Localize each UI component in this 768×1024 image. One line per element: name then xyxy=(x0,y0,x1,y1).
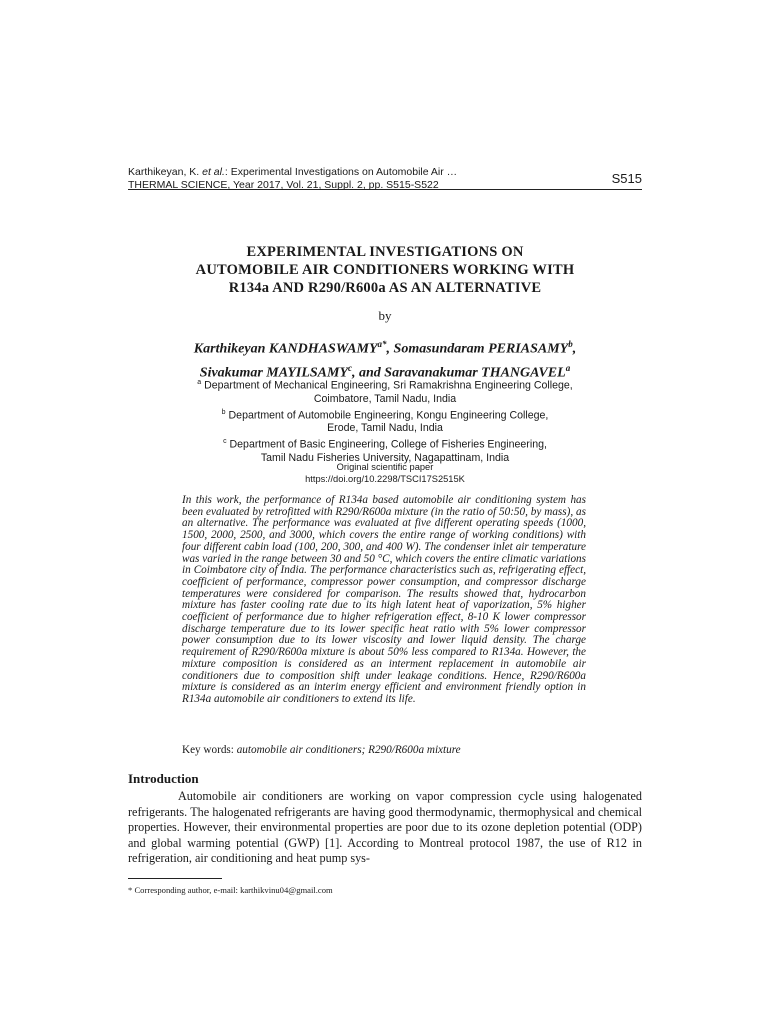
affiliation-location: Tamil Nadu Fisheries University, Nagapattinam, India xyxy=(260,451,510,464)
author-affiliation-mark: c xyxy=(348,362,352,373)
author-separator: , xyxy=(572,341,577,357)
title-line-2: AUTOMOBILE AIR CONDITIONERS WORKING WITH xyxy=(195,262,575,278)
affiliation-location: Coimbatore, Tamil Nadu, India xyxy=(313,392,457,405)
paper-title xyxy=(128,243,642,297)
title-line-1: EXPERIMENTAL INVESTIGATIONS ON xyxy=(246,244,524,260)
author-name: Somasundaram PERIASAMY xyxy=(393,341,569,357)
affiliation-mark: c xyxy=(223,438,227,446)
affiliation-text: Department of Mechanical Engineering, Sri Ramakrishna Engineering College, xyxy=(204,379,573,392)
author-separator: , and xyxy=(352,365,385,381)
affiliation-mark: b xyxy=(221,408,226,416)
keywords-label: Key words: xyxy=(182,744,237,756)
running-head xyxy=(128,166,642,191)
affiliation-c xyxy=(128,435,642,452)
affiliation-b xyxy=(128,406,642,423)
affiliation-location: Erode, Tamil Nadu, India xyxy=(327,422,443,435)
affiliation-text: Department of Basic Engineering, College of Fisheries Engineering, xyxy=(229,438,547,451)
footnote: * Corresponding author, e-mail: karthikvinu04@gmail.com xyxy=(128,885,333,895)
running-head-author: Karthikeyan, K. xyxy=(128,166,200,178)
running-head-short-title: : Experimental Investigations on Automobile Air … xyxy=(224,166,458,178)
page-number: S515 xyxy=(611,171,642,186)
author-line-1 xyxy=(128,335,642,359)
running-head-etal: et al. xyxy=(202,166,225,178)
author-affiliation-mark: b xyxy=(568,339,573,349)
header-rule xyxy=(128,189,642,190)
keywords-values: automobile air conditioners; R290/R600a mixture xyxy=(236,744,461,756)
introduction-paragraph: Automobile air conditioners are working on vapor compression cycle using halogenated refrigerants. The halogenated refrigerants are having good thermodynamic, thermophysical and chemical properties. However, their environmental properties are poor due to its ozone depletion potential (ODP) and global warming potential (GWP) [1]. According to Montreal protocol 1987, the use of R12 in refrigeration, air conditioning and heat pump sys- xyxy=(128,789,642,865)
footnote-rule xyxy=(128,878,222,879)
author-name: Karthikeyan KANDHASWAMY xyxy=(193,341,378,357)
author-affiliation-mark: a* xyxy=(377,339,387,349)
paper-classification xyxy=(128,461,642,485)
section-heading-introduction: Introduction xyxy=(128,771,199,786)
running-head-line2: THERMAL SCIENCE, Year 2017, Vol. 21, Suppl. 2, pp. S515-S522 xyxy=(128,178,439,191)
keywords xyxy=(182,744,586,756)
by-label: by xyxy=(378,308,392,323)
affiliation-text: Department of Automobile Engineering, Kongu Engineering College, xyxy=(228,409,549,422)
author-separator: , xyxy=(386,341,394,357)
title-line-3: R134a AND R290/R600a AS AN ALTERNATIVE xyxy=(228,280,542,296)
affiliations xyxy=(128,376,642,465)
author-affiliation-mark: a xyxy=(565,362,571,373)
running-head-line1 xyxy=(128,166,642,179)
author-name: Sivakumar MAYILSAMY xyxy=(199,365,348,381)
affiliation-a xyxy=(128,376,642,393)
author-name: Saravanakumar THANGAVEL xyxy=(384,365,566,381)
doi-link[interactable]: https://doi.org/10.2298/TSCI17S2515K xyxy=(305,474,465,484)
paper-type-label: Original scientific paper xyxy=(336,462,434,472)
affiliation-mark: a xyxy=(197,379,202,386)
abstract: In this work, the performance of R134a based automobile air conditioning system has been evaluated by retrofitted with R290/R600a mixture (in the ratio of 50:50, by mass), as an alternative. The performance was evaluated at five different operating speeds (1000, 1500, 2000, 2500, and 3000, which covers the entire range of working conditions) with four different cabin load (100, 200, 300, and 400 W). The condenser inlet air temperature was varied in the range between 30 and 50 °C, which covers the entire climatic variations in Coimbatore city of India. The performance characteristics such as, refrigerating effect, coefficient of performance, compressor power consumption, and compressor discharge temperatures were considered for comparison. The results showed that, hydrocarbon mixture has faster cooling rate due to its high latent heat of vaporization, 5% higher coefficient of performance due to higher refrigeration effect, 8-10 K lower compressor discharge temperature due to its lower specific heat ratio with 5% lower compressor power consumption due to its lower viscosity and lower liquid density. The charge requirement of R290/R600a mixture is about 50% less compared to R134a. However, the mixture composition is considered as an interment replacement in automobile air conditioners due to composition shift under leakage conditions. Hence, R290/R600a mixture is considered as an interim energy efficient and environment friendly option in R134a automobile air conditioners to extend its life. xyxy=(182,494,586,705)
